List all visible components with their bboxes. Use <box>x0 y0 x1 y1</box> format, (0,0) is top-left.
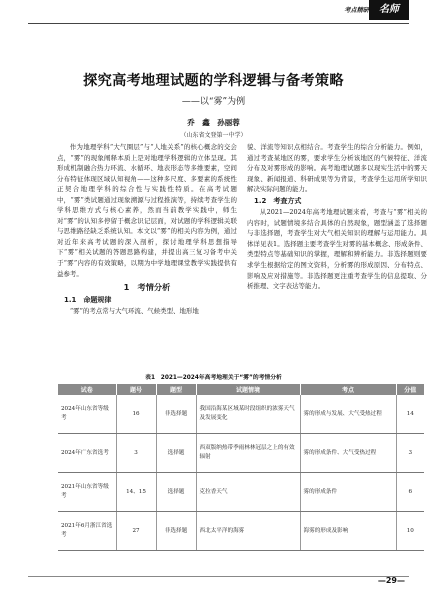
column-header: 考点 <box>300 384 396 395</box>
section-heading: 1 考情分析 <box>123 282 171 293</box>
table-row <box>58 395 424 434</box>
table-cell: 16 <box>116 395 156 434</box>
brand-badge: 名师 <box>369 0 409 20</box>
table-cell: 雾的形成条件、大气受热过程 <box>300 434 396 473</box>
table-row <box>58 473 424 512</box>
table-cell: 2021年山东省等级考 <box>58 473 116 512</box>
left-column <box>57 142 237 317</box>
table-cell: 雾的形成条件 <box>300 473 396 512</box>
table-cell: 14 <box>396 395 424 434</box>
right-column <box>247 142 427 292</box>
subsection-heading: 1.1 命题规律 <box>64 295 112 304</box>
table-cell: 2024年山东省等级考 <box>58 395 116 434</box>
header-rule <box>28 23 409 24</box>
column-header: 题号 <box>116 384 156 395</box>
table-cell: 雾的形成与发展、大气受热过程 <box>300 395 396 434</box>
column-header: 题型 <box>156 384 196 395</box>
table-cell: 2021年6月浙江省选考 <box>58 512 116 551</box>
table-row <box>58 434 424 473</box>
table-cell: 27 <box>116 512 156 551</box>
table-cell: 非选择题 <box>156 512 196 551</box>
table-cell: 选择题 <box>156 434 196 473</box>
table-cell: 选择题 <box>156 473 196 512</box>
paragraph: “雾”的考点常与大气环流、气候类型、地形地 <box>69 307 199 316</box>
footer-rule <box>28 576 409 577</box>
table-cell: 海雾的形成及影响 <box>300 512 396 551</box>
paragraph: 作为地理学科“大气圈层”与“人地关系”的核心概念的交会点，“雾”的现象阐释本质上是对地理学科逻辑的立体呈现。其形成机制融合热力环流、水循环、地表形态等多维要素，空间分布特征体现区域认知视角——这种多尺度、多要素的系统性正契合地理学科的综合性与实践性特质。在高考试题中，“雾”类试题通过现象溯源与过程推演等，持续考查学生的学科思维方式与核心素养，然而当前教学实践中，师生对“雾”的认知多停留于概念识记层面，对试题的学科逻辑关联与思维路径缺乏系统认知。本文以“雾”的相关内容为例，通过对近年来高考试题的深入剖析，探讨地理学科思想指导下“雾”相关试题的答题思路构建，并提出高三复习备考中关于“雾”内容的有效策略，以期为中学地理课堂教学实践提供有益参考。 <box>57 143 237 278</box>
table-caption: 表1 2021—2024年高考地理关于“雾”的考情分析 <box>145 375 282 381</box>
column-header: 试卷 <box>58 384 116 395</box>
table-cell: 西北太平洋的海雾 <box>196 512 300 551</box>
page-header <box>0 0 427 22</box>
table-cell: 2024年广东省选考 <box>58 434 116 473</box>
exam-analysis-table <box>58 384 424 551</box>
table-cell: 克拉香天气 <box>196 473 300 512</box>
article-subtitle: ——以“雾”为例 <box>181 97 246 107</box>
subsection-heading: 1.2 考查方式 <box>254 196 302 205</box>
table-cell: 西双版纳热带季雨林林冠层之上的有效辐射 <box>196 434 300 473</box>
paragraph: 貌、洋流等知识点相结合。考查学生的综合分析能力。例如，通过考查某地区的雾，要求学生分析该地区的气候特征、洋流分布及对雾形成的影响。高考地理试题多以现实生活中的雾天现象、新闻报道、科研成果等为背景，考查学生运用所学知识解决实际问题的能力。 <box>247 143 427 194</box>
section-tag: 考点精研 <box>344 7 369 14</box>
table-cell: 3 <box>396 434 424 473</box>
table-cell: 我国沿海某区域某时段组织的浓雾天气及发展变化 <box>196 395 300 434</box>
author-affiliation: （山东省文登第一中学） <box>180 132 247 139</box>
column-header: 试题情境 <box>196 384 300 395</box>
table-cell: 10 <box>396 512 424 551</box>
table-cell: 非选择题 <box>156 395 196 434</box>
table-cell: 14、15 <box>116 473 156 512</box>
table-row <box>58 512 424 551</box>
article-title: 探究高考地理试题的学科逻辑与备考策略 <box>83 73 344 89</box>
table-header-row <box>58 384 424 395</box>
page-number: —29— <box>377 576 405 585</box>
column-header: 分值 <box>396 384 424 395</box>
table-cell: 6 <box>396 473 424 512</box>
paragraph: 从2021—2024年高考地理试题来看，考查与“雾”相关的内容时，试题情境多结合具体的自然现象，题型涵盖了选择题与非选择题，考查学生对大气相关知识的理解与运用能力。具体详见表1。选择题主要考查学生对雾的基本概念、形成条件、类型特点等基础知识的掌握，理解和辨析能力。非选择题则要求学生根据给定的图文资料，分析雾的形成原因、分布特点、影响及应对措施等。非选择题更注重考查学生的信息提取、分析推理、文字表达等能力。 <box>247 208 427 291</box>
article-authors: 乔 鑫 孙丽蓉 <box>187 118 240 127</box>
table-cell: 3 <box>116 434 156 473</box>
